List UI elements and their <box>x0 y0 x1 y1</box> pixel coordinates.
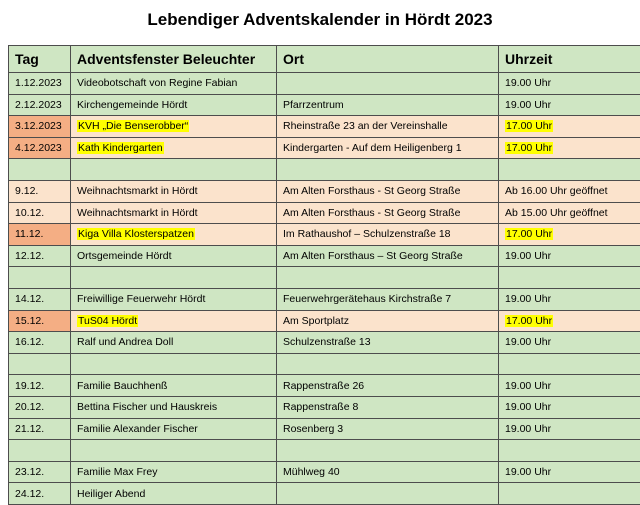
cell-beleuchter: Ortsgemeinde Hördt <box>71 245 277 267</box>
table-row <box>9 375 640 397</box>
highlighted-text: Kath Kindergarten <box>77 142 164 154</box>
cell-uhrzeit <box>499 483 640 505</box>
cell-ort <box>277 73 499 95</box>
cell-uhrzeit <box>499 137 640 159</box>
cell-uhrzeit: 19.00 Uhr <box>499 418 640 440</box>
cell-ort: Feuerwehrgerätehaus Kirchstraße 7 <box>277 288 499 310</box>
cell-ort <box>277 483 499 505</box>
cell-beleuchter: Familie Bauchhenß <box>71 375 277 397</box>
cell-ort: Mühlweg 40 <box>277 461 499 483</box>
table-row <box>9 116 640 138</box>
cell-uhrzeit: Ab 15.00 Uhr geöffnet <box>499 202 640 224</box>
table-row <box>9 288 640 310</box>
page-title: Lebendiger Adventskalender in Hördt 2023 <box>0 10 640 30</box>
cell-tag: 12.12. <box>9 245 71 267</box>
cell-tag: 19.12. <box>9 375 71 397</box>
cell-beleuchter: Freiwillige Feuerwehr Hördt <box>71 288 277 310</box>
cell-ort: Schulzenstraße 13 <box>277 332 499 354</box>
cell-uhrzeit: 19.00 Uhr <box>499 288 640 310</box>
highlighted-text: 17.00 Uhr <box>505 120 553 132</box>
table-row <box>9 310 640 332</box>
cell-beleuchter: Weihnachtsmarkt in Hördt <box>71 202 277 224</box>
cell-ort: Kindergarten - Auf dem Heiligenberg 1 <box>277 137 499 159</box>
cell-beleuchter <box>71 116 277 138</box>
highlighted-text: 17.00 Uhr <box>505 315 553 327</box>
cell-ort: Im Rathaushof – Schulzenstraße 18 <box>277 224 499 246</box>
cell-uhrzeit: 19.00 Uhr <box>499 94 640 116</box>
cell-beleuchter <box>71 137 277 159</box>
cell-beleuchter: Bettina Fischer und Hauskreis <box>71 396 277 418</box>
cell-tag: 16.12. <box>9 332 71 354</box>
spacer-row <box>9 353 640 375</box>
cell-ort: Pfarrzentrum <box>277 94 499 116</box>
cell-uhrzeit <box>499 310 640 332</box>
cell-beleuchter <box>71 224 277 246</box>
cell-tag: 14.12. <box>9 288 71 310</box>
table-row <box>9 418 640 440</box>
cell-tag: 23.12. <box>9 461 71 483</box>
cell-beleuchter <box>71 310 277 332</box>
table-row <box>9 396 640 418</box>
table-row <box>9 202 640 224</box>
table-row <box>9 180 640 202</box>
cell-tag: 1.12.2023 <box>9 73 71 95</box>
cell-uhrzeit: 19.00 Uhr <box>499 375 640 397</box>
table-row <box>9 483 640 505</box>
cell-ort: Am Alten Forsthaus - St Georg Straße <box>277 202 499 224</box>
header-ort: Ort <box>277 46 499 73</box>
cell-ort: Rheinstraße 23 an der Vereinshalle <box>277 116 499 138</box>
cell-ort: Am Alten Forsthaus - St Georg Straße <box>277 180 499 202</box>
advent-calendar-table <box>8 45 640 505</box>
highlighted-text: Kiga Villa Klosterspatzen <box>77 228 195 240</box>
cell-ort: Rosenberg 3 <box>277 418 499 440</box>
cell-beleuchter: Videobotschaft von Regine Fabian <box>71 73 277 95</box>
cell-tag: 4.12.2023 <box>9 137 71 159</box>
table-row <box>9 94 640 116</box>
header-uhrzeit: Uhrzeit <box>499 46 640 73</box>
table-row <box>9 224 640 246</box>
cell-tag: 10.12. <box>9 202 71 224</box>
cell-ort: Rappenstraße 8 <box>277 396 499 418</box>
cell-uhrzeit: Ab 16.00 Uhr geöffnet <box>499 180 640 202</box>
cell-uhrzeit: 19.00 Uhr <box>499 332 640 354</box>
cell-beleuchter: Familie Max Frey <box>71 461 277 483</box>
cell-ort: Rappenstraße 26 <box>277 375 499 397</box>
cell-uhrzeit: 19.00 Uhr <box>499 461 640 483</box>
cell-ort: Am Alten Forsthaus – St Georg Straße <box>277 245 499 267</box>
cell-uhrzeit: 19.00 Uhr <box>499 73 640 95</box>
cell-beleuchter: Heiliger Abend <box>71 483 277 505</box>
spacer-row <box>9 159 640 181</box>
cell-tag: 15.12. <box>9 310 71 332</box>
header-tag: Tag <box>9 46 71 73</box>
cell-beleuchter: Weihnachtsmarkt in Hördt <box>71 180 277 202</box>
spacer-row <box>9 267 640 289</box>
cell-tag: 21.12. <box>9 418 71 440</box>
header-beleuchter: Adventsfenster Beleuchter <box>71 46 277 73</box>
highlighted-text: 17.00 Uhr <box>505 228 553 240</box>
table-row <box>9 461 640 483</box>
cell-tag: 24.12. <box>9 483 71 505</box>
cell-beleuchter: Ralf und Andrea Doll <box>71 332 277 354</box>
cell-ort: Am Sportplatz <box>277 310 499 332</box>
highlighted-text: 17.00 Uhr <box>505 142 553 154</box>
table-row <box>9 137 640 159</box>
table-row <box>9 332 640 354</box>
cell-uhrzeit: 19.00 Uhr <box>499 396 640 418</box>
table-row <box>9 73 640 95</box>
cell-tag: 11.12. <box>9 224 71 246</box>
cell-uhrzeit: 19.00 Uhr <box>499 245 640 267</box>
highlighted-text: TuS04 Hördt <box>77 315 138 327</box>
header-row <box>9 46 640 73</box>
highlighted-text: KVH „Die Benserobber“ <box>77 120 189 132</box>
cell-tag: 20.12. <box>9 396 71 418</box>
cell-beleuchter: Familie Alexander Fischer <box>71 418 277 440</box>
cell-beleuchter: Kirchengemeinde Hördt <box>71 94 277 116</box>
cell-uhrzeit <box>499 224 640 246</box>
cell-tag: 9.12. <box>9 180 71 202</box>
cell-tag: 2.12.2023 <box>9 94 71 116</box>
cell-uhrzeit <box>499 116 640 138</box>
table-row <box>9 245 640 267</box>
cell-tag: 3.12.2023 <box>9 116 71 138</box>
